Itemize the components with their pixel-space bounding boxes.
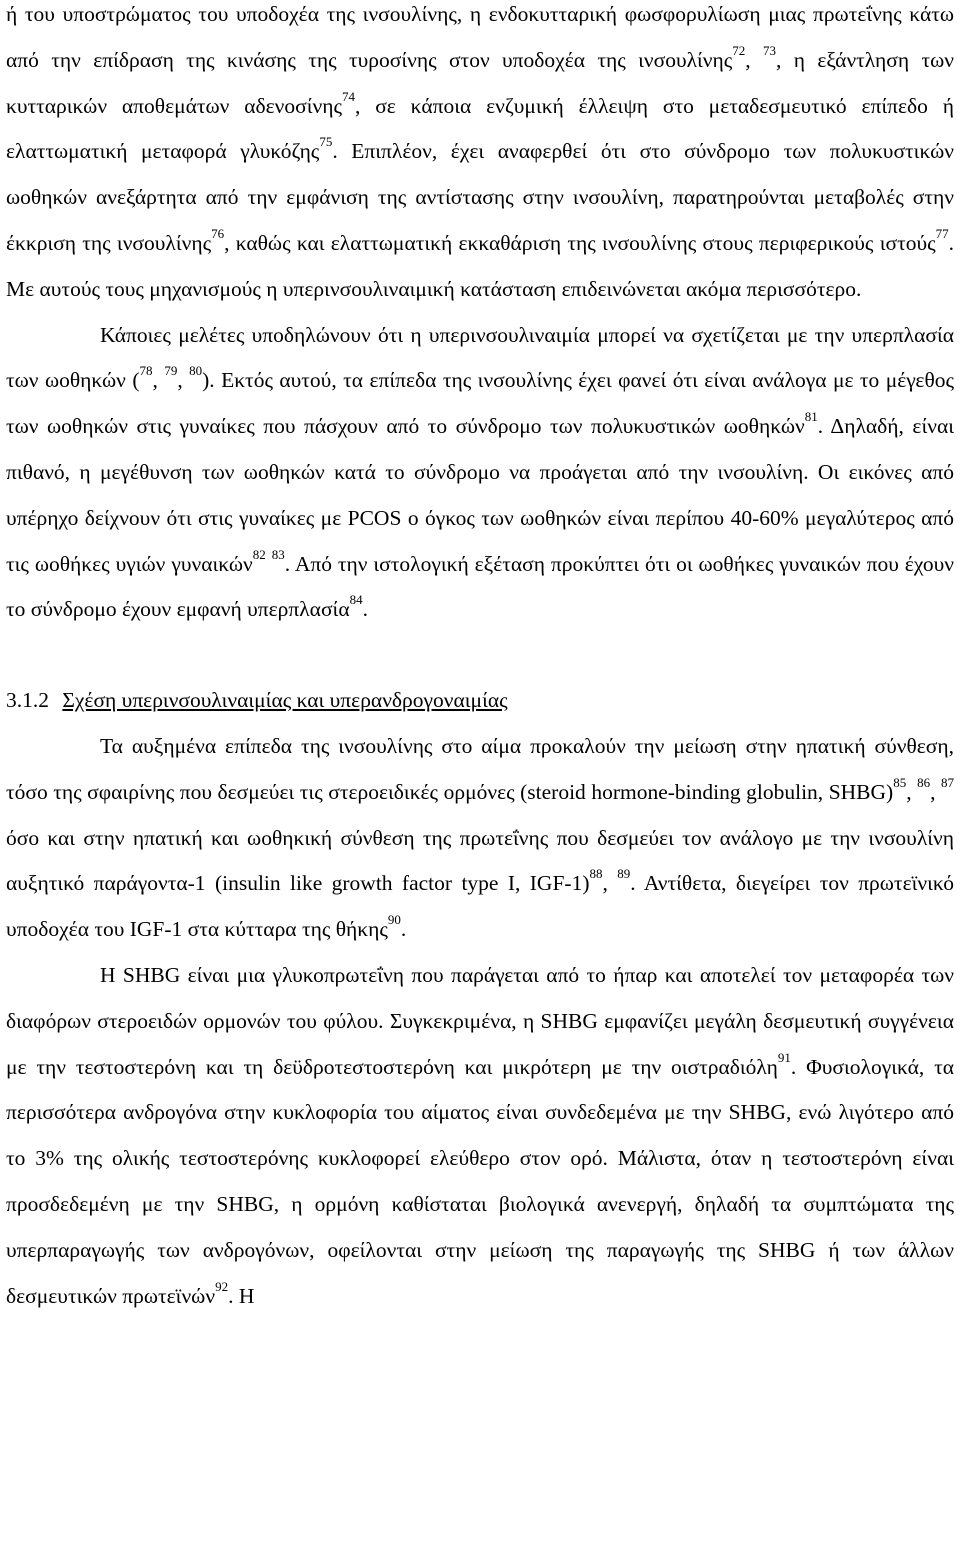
text-run: , <box>152 368 165 393</box>
citation-superscript: 76 <box>211 225 225 241</box>
text-run: . Φυσιολογικά, τα περισσότερα ανδρογόνα στην κυκλοφορία του αίματος είναι συνδεδεμένα με την SHBG, ενώ λιγότερο από το 3% της ολικής τεστοστερόνης κυκλοφορεί ελεύθερο στον ορό. Μάλιστα, όταν η τεστοστερόνη είναι προσδεδεμένη με την SHBG, η ορμόνη καθίσταται βιολογικά ανενεργή, δηλαδή τα συμπτώματα της υπερπαραγωγής των ανδρογόνων, οφείλονται στην μείωση της παραγωγής της SHBG ή των άλλων δεσμευτικών πρωτεϊνών <box>6 1054 955 1308</box>
citation-superscript: 72 <box>732 42 746 58</box>
citation-superscript: 90 <box>387 912 401 928</box>
text-run: . Επιπλέον, έχει αναφερθεί ότι στο σύνδρομο των πολυκυστικών ωοθηκών ανεξάρτητα από την εμφάνιση της αντίστασης στην ινσουλίνη, παρατηρούνται μεταβολές στην έκκριση της ινσουλίνης <box>6 139 954 255</box>
paragraph-p3 <box>6 724 954 953</box>
text-run: . Η <box>228 1283 255 1308</box>
citation-superscript: 84 <box>349 592 363 608</box>
citation-superscript: 81 <box>804 409 818 425</box>
citation-superscript: 91 <box>777 1049 791 1065</box>
text-run: Κάποιες μελέτες υποδηλώνουν ότι η υπερινσουλιναιμία μπορεί να σχετίζεται με την υπερπλασία των ωοθηκών ( <box>6 322 954 393</box>
text-run: , σε κάποια ενζυμική έλλειψη στο μεταδεσμευτικό επίπεδο ή ελαττωματική μεταφορά γλυκόζης <box>6 93 954 164</box>
citation-superscript: 88 <box>589 866 603 882</box>
citation-superscript: 74 <box>342 88 355 104</box>
text-run: , η εξάντληση των κυτταρικών αποθεμάτων αδενοσίνης <box>6 47 954 118</box>
text-run: . <box>362 597 368 622</box>
paragraph-p1 <box>6 0 954 313</box>
citation-superscript: 87 <box>941 774 955 790</box>
section-number: 3.1.2 <box>6 688 49 713</box>
text-run: . Από την ιστολογική εξέταση προκύπτει ότι οι ωοθήκες γυναικών που έχουν το σύνδρομο έχουν εμφανή υπερπλασία <box>6 551 955 622</box>
text-run: . <box>400 917 407 942</box>
body-text-after-section <box>6 724 954 1319</box>
text-run: Τα αυξημένα επίπεδα της ινσουλίνης στο αίμα προκαλούν την μείωση στην ηπατική σύνθεση, τόσο της σφαιρίνης που δεσμεύει τις στεροειδικές ορμόνες (steroid hormone-binding globulin, SHBG) <box>6 733 954 804</box>
text-run: . Με αυτούς τους μηχανισμούς η υπερινσουλιναιμική κατάσταση επιδεινώνεται ακόμα περισσότερο. <box>6 230 954 301</box>
section-title: Σχέση υπερινσουλιναιμίας και υπερανδρογοναιμίας <box>62 688 508 713</box>
citation-superscript: 92 <box>215 1278 229 1294</box>
citation-superscript: 80 <box>189 363 203 379</box>
text-run: , <box>745 47 764 72</box>
citation-superscript: 82 <box>252 546 266 562</box>
text-run: . Αντίθετα, διεγείρει τον πρωτεϊνικό υποδοχέα του IGF-1 στα κύτταρα της θήκης <box>6 871 955 942</box>
citation-superscript: 78 <box>139 363 153 379</box>
citation-superscript: 75 <box>319 134 333 150</box>
text-run: όσο και στην ηπατική και ωοθηκική σύνθεση της πρωτεΐνης που δεσμεύει τον ανάλογο με την ινσουλίνη αυξητικό παράγοντα-1 (insulin like growth factor type I, IGF-1) <box>6 825 954 896</box>
text-run: ). Εκτός αυτού, τα επίπεδα της ινσουλίνης έχει φανεί ότι είναι ανάλογα με το μέγεθος των ωοθηκών στις γυναίκες που πάσχουν από το σύνδρομο των πολυκυστικών ωοθηκών <box>6 368 955 439</box>
text-run <box>266 552 272 576</box>
citation-superscript: 77 <box>935 225 949 241</box>
paragraph-p4 <box>6 953 954 1319</box>
body-text-before-section <box>6 0 954 633</box>
text-run: . Δηλαδή, είναι πιθανό, η μεγέθυνση των ωοθηκών κατά το σύνδρομο να προάγεται από την ινσουλίνη. Οι εικόνες από υπέρηχο δείχνουν ότι στις γυναίκες με PCOS ο όγκος των ωοθηκών είναι περίπου 40-60% μεγαλύτερος από τις ωοθήκες υγιών γυναικών <box>6 414 954 576</box>
text-run: Η SHBG είναι μια γλυκοπρωτεΐνη που παράγεται από το ήπαρ και αποτελεί τον μεταφορέα των διαφόρων στεροειδών ορμονών του φύλου. Συγκεκριμένα, η SHBG εμφανίζει μεγάλη δεσμευτική συγγένεια με την τεστοστερόνη και τη δεϋδροτεστοστερόνη και μικρότερη με την οιστραδιόλη <box>6 962 954 1079</box>
section-heading <box>6 678 954 724</box>
citation-superscript: 79 <box>164 363 178 379</box>
citation-superscript: 86 <box>917 774 931 790</box>
text-run: ή του υποστρώματος του υποδοχέα της ινσουλίνης, η ενδοκυτταρική φωσφορυλίωση μιας πρωτεΐνης κάτω από την επίδραση της κινάσης της τυροσίνης στον υποδοχέα της ινσουλίνης <box>6 2 954 72</box>
citation-superscript: 85 <box>893 774 907 790</box>
citation-superscript: 83 <box>271 546 285 562</box>
citation-superscript: 73 <box>763 42 777 58</box>
text-run: , καθώς και ελαττωματική εκκαθάριση της ινσουλίνης στους περιφερικούς ιστούς <box>224 230 936 255</box>
paragraph-p2 <box>6 313 954 634</box>
text-run: , <box>602 871 618 896</box>
text-run: , <box>177 368 190 393</box>
citation-superscript: 89 <box>617 866 631 882</box>
text-run: , <box>906 779 918 804</box>
text-run: , <box>930 779 942 804</box>
